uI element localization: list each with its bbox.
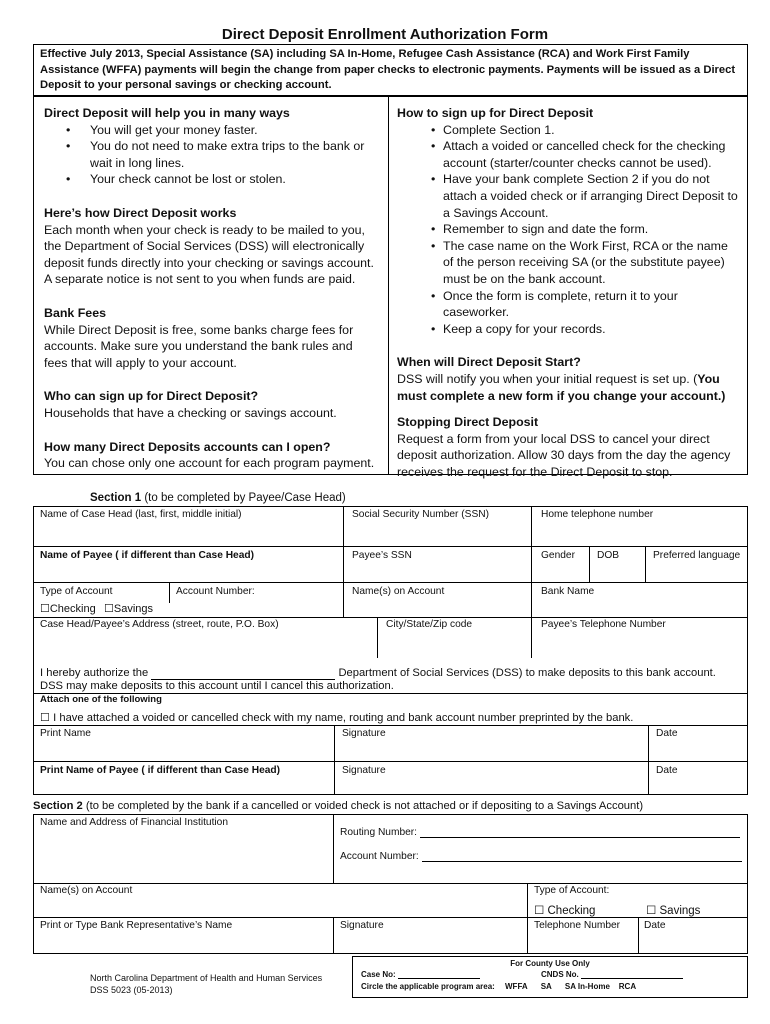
account-number2-label[interactable]: Account Number:	[340, 851, 742, 862]
payee-phone-label[interactable]: Payee’s Telephone Number	[541, 619, 666, 630]
list-item: • Once the form is complete, return it to your caseworker.	[397, 288, 739, 321]
city-label[interactable]: City/State/Zip code	[386, 619, 473, 630]
footer-agency	[90, 972, 322, 996]
many-heading: How many Direct Deposits accounts can I open?	[44, 439, 331, 454]
checking-checkbox[interactable]: ☐Checking	[40, 603, 96, 615]
authorize-b: Department of Social Services (DSS) to make deposits to this bank account.	[338, 667, 716, 679]
row-payee	[34, 547, 747, 583]
names-on-account2-label[interactable]: Name(s) on Account	[40, 885, 133, 896]
fees-heading: Bank Fees	[44, 305, 106, 320]
county-use-box	[352, 956, 748, 998]
section1-heading	[90, 492, 346, 504]
list-item: • Remember to sign and date the form.	[397, 221, 739, 238]
fees-text: While Direct Deposit is free, some banks charge fees for accounts. Make sure you understand the bank rules and fees that will apply to your account.	[44, 322, 354, 370]
authorize-a: I hereby authorize the	[40, 667, 149, 679]
payee-name-label[interactable]: Name of Payee ( if different than Case Head)	[40, 550, 254, 561]
section1-note: (to be completed by Payee/Case Head)	[144, 492, 346, 504]
rep-signature-label[interactable]: Signature	[340, 920, 384, 931]
account-type-label: Type of Account	[40, 586, 113, 597]
print-name-label[interactable]: Print Name	[40, 728, 91, 739]
payee-ssn-label[interactable]: Payee’s SSN	[352, 550, 412, 561]
who-text: Households that have a checking or savings account.	[44, 405, 337, 420]
form-id: DSS 5023 (05-2013)	[90, 985, 173, 995]
ssn-label[interactable]: Social Security Number (SSN)	[352, 509, 490, 520]
circle-program-label: Circle the applicable program area:	[361, 982, 495, 991]
works-text: Each month when your check is ready to be mailed to you, the Department of Social Services (DSS) will electronically deposit funds directly into your checking or savings account. A separate notice is not sent to you when funds are paid.	[44, 222, 374, 287]
list-item: • Have your bank complete Section 2 if you do not attach a voided check or if arranging Direct Deposit to a Savings Account.	[397, 171, 739, 221]
routing-label[interactable]: Routing Number:	[340, 827, 740, 838]
signature-label[interactable]: Signature	[342, 728, 386, 739]
help-heading: Direct Deposit will help you in many ways	[44, 106, 290, 120]
account-number-label[interactable]: Account Number:	[176, 586, 255, 597]
signup-heading: How to sign up for Direct Deposit	[397, 106, 594, 120]
payee-signature-label[interactable]: Signature	[342, 765, 386, 776]
section1-form	[33, 506, 748, 795]
section2-title: Section 2	[33, 800, 83, 812]
cnds-no-field[interactable]: CNDS No.	[541, 970, 683, 979]
attach-checkbox[interactable]: ☐ I have attached a voided or cancelled check with my name, routing and bank account number preprinted by the bank.	[40, 712, 634, 724]
rep-date-label[interactable]: Date	[644, 920, 666, 931]
authorize-c: DSS may make deposits to this account until I cancel this authorization.	[40, 680, 394, 692]
start-text-bold: You must complete a new form if you change your account.)	[397, 371, 726, 403]
bank-checking-checkbox[interactable]: ☐ Checking	[534, 905, 596, 917]
start-heading: When will Direct Deposit Start?	[397, 355, 581, 370]
start-text-plain: DSS will notify you when your initial request is set up. (	[397, 371, 698, 386]
date-label[interactable]: Date	[656, 728, 678, 739]
home-phone-label[interactable]: Home telephone number	[541, 509, 654, 520]
effective-notice: Effective July 2013, Special Assistance (SA) including SA In-Home, Refugee Cash Assistance (RCA) and Work First Family Assistance (WFFA) payments will begin the change from paper checks to electronic payments. Payments will be issued as a Direct Deposit to your personal savings or checking account.	[33, 44, 748, 96]
payee-date-label[interactable]: Date	[656, 765, 678, 776]
program-options[interactable]: WFFA SA SA In-Home RCA	[505, 982, 637, 991]
bank-savings-checkbox[interactable]: ☐ Savings	[646, 905, 701, 917]
help-list	[44, 122, 378, 188]
section1-title: Section 1	[90, 492, 142, 504]
print-payee-label[interactable]: Print Name of Payee ( if different than Case Head)	[40, 765, 281, 776]
row-address	[34, 618, 747, 658]
info-box	[33, 96, 748, 479]
info-left-column	[34, 97, 389, 474]
list-item: • You will get your money faster.	[44, 122, 378, 139]
list-item: • The case name on the Work First, RCA or the name of the person receiving SA (or the substitute payee) must be on the bank account.	[397, 238, 739, 288]
rep-name-label[interactable]: Print or Type Bank Representative’s Name	[40, 920, 233, 931]
list-item: • Keep a copy for your records.	[397, 321, 739, 338]
section2-heading	[33, 800, 643, 812]
case-head-name-label[interactable]: Name of Case Head (last, first, middle initial)	[40, 509, 242, 520]
address-label[interactable]: Case Head/Payee’s Address (street, route, P.O. Box)	[40, 619, 279, 630]
form-title: Direct Deposit Enrollment Authorization Form	[221, 26, 549, 43]
section2-form	[33, 814, 748, 954]
row-account	[34, 583, 747, 618]
stop-text: Request a form from your local DSS to cancel your direct deposit authorization. Allow 30 days from the day the agency receives the request for the Direct Deposit to stop.	[397, 431, 731, 479]
who-heading: Who can sign up for Direct Deposit?	[44, 389, 259, 404]
list-item: • Attach a voided or cancelled check for the checking account (starter/counter checks cannot be used).	[397, 138, 739, 171]
signup-list	[397, 122, 739, 338]
authorization-text	[40, 667, 716, 693]
language-label[interactable]: Preferred language	[653, 550, 741, 561]
case-no-field[interactable]: Case No:	[361, 970, 480, 979]
list-item: • Complete Section 1.	[397, 122, 739, 139]
type-of-account-label: Type of Account:	[534, 885, 610, 896]
works-heading: Here’s how Direct Deposit works	[44, 205, 237, 220]
dob-label[interactable]: DOB	[597, 550, 620, 561]
bank-name-label[interactable]: Bank Name	[541, 586, 595, 597]
attach-heading: Attach one of the following	[40, 694, 162, 705]
savings-checkbox[interactable]: ☐Savings	[104, 603, 153, 615]
fi-name-label[interactable]: Name and Address of Financial Institution	[40, 817, 229, 828]
rep-telephone-label[interactable]: Telephone Number	[534, 920, 621, 931]
many-text: You can chose only one account for each program payment.	[44, 456, 375, 471]
section2-note: (to be completed by the bank if a cancelled or voided check is not attached or if depositing to a Savings Account)	[85, 800, 644, 812]
gender-label[interactable]: Gender	[541, 550, 575, 561]
start-text	[397, 371, 739, 404]
row-case-head	[34, 507, 747, 547]
names-on-account-label[interactable]: Name(s) on Account	[352, 586, 445, 597]
agency-name: North Carolina Department of Health and Human Services	[90, 973, 323, 983]
list-item: • You do not need to make extra trips to the bank or wait in long lines.	[44, 138, 378, 171]
stop-heading: Stopping Direct Deposit	[397, 415, 539, 430]
info-right-column	[389, 97, 747, 479]
county-use-heading: For County Use Only	[510, 959, 590, 968]
list-item: • Your check cannot be lost or stolen.	[44, 171, 378, 188]
